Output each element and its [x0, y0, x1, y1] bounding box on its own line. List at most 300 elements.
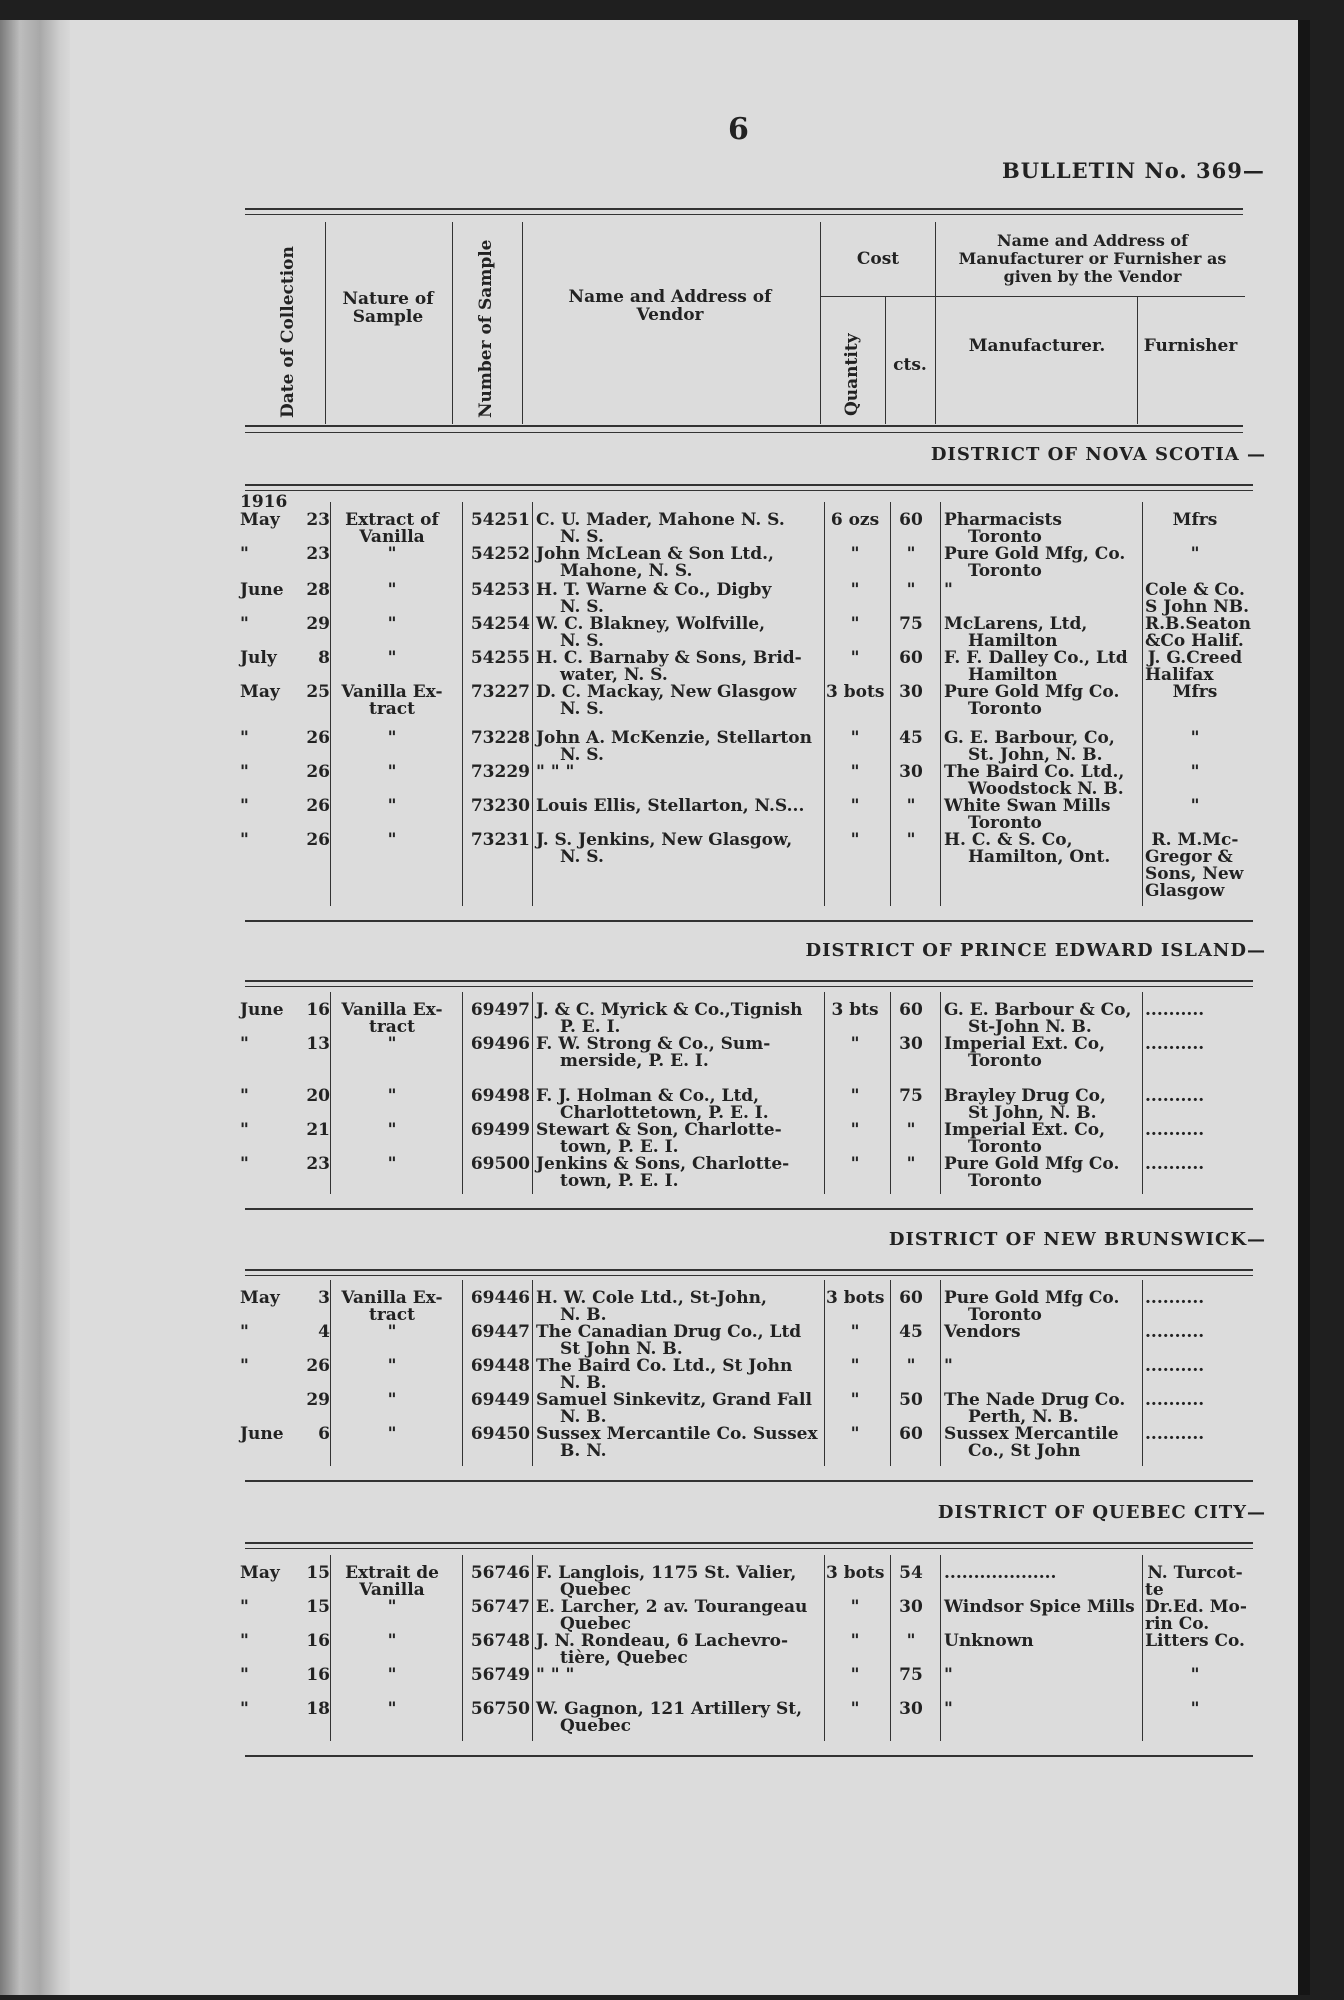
month-cell: "	[240, 1597, 249, 1617]
cts-cell: 30	[899, 682, 923, 702]
mfr-cell: G. E. Barbour, Co,	[944, 728, 1115, 748]
month-cell: "	[240, 830, 249, 850]
qty-cell: "	[850, 1086, 860, 1106]
qty-cell: "	[850, 580, 860, 600]
vendor-cell: N. B.	[560, 1407, 607, 1427]
nature-cell: "	[387, 796, 397, 816]
vendor-cell: W. Gagnon, 121 Artillery St,	[536, 1699, 802, 1719]
mfr-cell: Windsor Spice Mills	[944, 1597, 1135, 1617]
cts-cell: 60	[899, 648, 923, 668]
furn-cell: ..........	[1145, 1034, 1205, 1054]
qty-cell: "	[850, 648, 860, 668]
col-line	[330, 1280, 331, 1466]
vendor-cell: N. S.	[560, 631, 604, 651]
day-cell: 29	[306, 614, 330, 634]
nature-cell: "	[387, 1154, 397, 1174]
month-cell: "	[240, 1086, 249, 1106]
day-cell: 26	[306, 762, 330, 782]
mfr-cell: Toronto	[968, 1305, 1042, 1325]
hdr-col-line	[522, 222, 523, 424]
qty-cell: "	[850, 1390, 860, 1410]
day-cell: 20	[306, 1086, 330, 1106]
nature-cell: "	[387, 1631, 397, 1651]
vendor-cell: N. S.	[560, 597, 604, 617]
cts-cell: 60	[899, 1288, 923, 1308]
mfr-cell: Vendors	[944, 1322, 1021, 1342]
book-edge	[0, 20, 70, 1995]
col-line	[532, 992, 533, 1194]
vendor-cell: " " "	[536, 762, 575, 782]
day-cell: 16	[306, 1665, 330, 1685]
cts-cell: "	[906, 1120, 916, 1140]
day-cell: 26	[306, 728, 330, 748]
nature-cell: "	[387, 1322, 397, 1342]
hdr-col-line	[935, 222, 936, 424]
number-cell: 54254	[470, 614, 530, 634]
furn-cell: ..........	[1145, 1288, 1205, 1308]
col-line	[824, 1555, 825, 1741]
cts-cell: 30	[899, 762, 923, 782]
qty-cell: "	[850, 1120, 860, 1140]
number-cell: 73231	[470, 830, 530, 850]
col-line	[532, 1555, 533, 1741]
number-cell: 56746	[470, 1563, 530, 1583]
bulletin-title: BULLETIN No. 369—	[1002, 158, 1265, 183]
col-line	[1142, 1555, 1143, 1741]
vendor-cell: H. T. Warne & Co., Digby	[536, 580, 772, 600]
district-rule-2	[245, 1548, 1253, 1549]
vendor-cell: water, N. S.	[560, 665, 668, 685]
furn-cell: Gregor &	[1145, 847, 1233, 867]
header-cost: Cost	[856, 249, 900, 269]
mfr-cell: Imperial Ext. Co,	[944, 1120, 1106, 1140]
header-rule-bottom	[245, 425, 1243, 427]
day-cell: 28	[306, 580, 330, 600]
nature-cell: "	[387, 830, 397, 850]
mfr-cell: Pure Gold Mfg Co.	[944, 1154, 1120, 1174]
day-cell: 29	[306, 1390, 330, 1410]
col-line	[330, 1555, 331, 1741]
nature-cell: Vanilla Ex-	[341, 1000, 443, 1020]
mfr-cell: The Baird Co. Ltd.,	[944, 762, 1125, 782]
furn-cell: ..........	[1145, 1120, 1205, 1140]
month-cell: June	[240, 1424, 284, 1444]
nature-cell: "	[387, 614, 397, 634]
furn-cell: "	[1190, 762, 1200, 782]
col-line	[940, 502, 941, 906]
mfr-cell: Brayley Drug Co,	[944, 1086, 1106, 1106]
furn-cell: J. G.Creed	[1147, 648, 1243, 668]
vendor-cell: Stewart & Son, Charlotte-	[536, 1120, 782, 1140]
month-cell: "	[240, 728, 249, 748]
year-label: 1916	[240, 492, 288, 512]
nature-cell: Extract of	[345, 510, 439, 530]
day-cell: 15	[306, 1563, 330, 1583]
qty-cell: 6 ozs	[830, 510, 880, 530]
vendor-cell: E. Larcher, 2 av. Tourangeau	[536, 1597, 808, 1617]
mfr-cell: Toronto	[968, 561, 1042, 581]
number-cell: 73228	[470, 728, 530, 748]
qty-cell: 3 bots	[826, 1288, 885, 1308]
month-cell: "	[240, 1631, 249, 1651]
nature-cell: Vanilla	[359, 1580, 425, 1600]
nature-cell: "	[387, 580, 397, 600]
qty-cell: "	[850, 1154, 860, 1174]
vendor-cell: N. S.	[560, 527, 604, 547]
number-cell: 69499	[470, 1120, 530, 1140]
col-line	[330, 992, 331, 1194]
vendor-cell: F. W. Strong & Co., Sum-	[536, 1034, 771, 1054]
cts-cell: 75	[899, 1665, 923, 1685]
qty-cell: 3 bts	[831, 1000, 879, 1020]
qty-cell: "	[850, 1631, 860, 1651]
nature-cell: "	[387, 1390, 397, 1410]
month-cell: July	[240, 648, 277, 668]
vendor-cell: Charlottetown, P. E. I.	[560, 1103, 769, 1123]
furn-cell: Dr.Ed. Mo-	[1145, 1597, 1247, 1617]
vendor-cell: B. N.	[560, 1441, 607, 1461]
vendor-cell: John A. McKenzie, Stellarton	[536, 728, 812, 748]
number-cell: 54253	[470, 580, 530, 600]
vendor-cell: merside, P. E. I.	[560, 1051, 709, 1071]
qty-cell: 3 bots	[826, 682, 885, 702]
vendor-cell: Sussex Mercantile Co. Sussex	[536, 1424, 818, 1444]
qty-cell: "	[850, 1665, 860, 1685]
day-cell: 13	[306, 1034, 330, 1054]
furn-cell: Mfrs	[1172, 510, 1218, 530]
day-cell: 15	[306, 1597, 330, 1617]
district-rule-2	[245, 986, 1253, 987]
header-cts: cts.	[893, 355, 927, 375]
vendor-cell: J. & C. Myrick & Co.,Tignish	[536, 1000, 803, 1020]
cts-cell: 30	[899, 1597, 923, 1617]
cts-cell: 30	[899, 1034, 923, 1054]
mfr-cell: St. John, N. B.	[968, 745, 1103, 765]
cts-cell: "	[906, 1356, 916, 1376]
vendor-cell: N. S.	[560, 699, 604, 719]
mfr-cell: Hamilton	[968, 665, 1058, 685]
number-cell: 54252	[470, 544, 530, 564]
vendor-cell: The Canadian Drug Co., Ltd	[536, 1322, 802, 1342]
cts-cell: "	[906, 830, 916, 850]
furn-cell: ..........	[1145, 1086, 1205, 1106]
month-cell: "	[240, 1356, 249, 1376]
furn-cell: ..........	[1145, 1322, 1205, 1342]
nature-cell: "	[387, 762, 397, 782]
day-cell: 23	[306, 510, 330, 530]
cts-cell: 30	[899, 1699, 923, 1719]
section-end-rule	[245, 920, 1253, 922]
number-cell: 69450	[470, 1424, 530, 1444]
number-cell: 69496	[470, 1034, 530, 1054]
furn-cell: Mfrs	[1172, 682, 1218, 702]
day-cell: 26	[306, 1356, 330, 1376]
cts-cell: 75	[899, 1086, 923, 1106]
furn-cell: ..........	[1145, 1000, 1205, 1020]
day-cell: 6	[318, 1424, 330, 1444]
header-rule-top-2	[245, 214, 1243, 215]
furn-cell: "	[1190, 544, 1200, 564]
nature-cell: "	[387, 1356, 397, 1376]
header-subrule	[820, 296, 1245, 297]
col-line	[940, 1280, 941, 1466]
day-cell: 8	[318, 648, 330, 668]
page-number: 6	[728, 112, 749, 147]
qty-cell: "	[850, 796, 860, 816]
number-cell: 73227	[470, 682, 530, 702]
mfr-cell: Imperial Ext. Co,	[944, 1034, 1106, 1054]
qty-cell: "	[850, 1597, 860, 1617]
district-rule	[245, 980, 1253, 982]
vendor-cell: John McLean & Son Ltd.,	[536, 544, 774, 564]
furn-cell: "	[1190, 1699, 1200, 1719]
mfr-cell: Pure Gold Mfg, Co.	[944, 544, 1126, 564]
qty-cell: 3 bots	[826, 1563, 885, 1583]
vendor-cell: Jenkins & Sons, Charlotte-	[536, 1154, 790, 1174]
day-cell: 16	[306, 1000, 330, 1020]
nature-cell: "	[387, 648, 397, 668]
nature-cell: "	[387, 1597, 397, 1617]
mfr-cell: Pure Gold Mfg Co.	[944, 682, 1120, 702]
header-mfr-group: Name and Address of Manufacturer or Furnisher as given by the Vendor	[958, 231, 1227, 286]
month-cell: June	[240, 1000, 284, 1020]
vendor-cell: N. S.	[560, 745, 604, 765]
vendor-cell: P. E. I.	[560, 1017, 621, 1037]
cts-cell: 60	[899, 1000, 923, 1020]
mfr-cell: F. F. Dalley Co., Ltd	[944, 648, 1128, 668]
mfr-cell: Hamilton, Ont.	[968, 847, 1111, 867]
nature-cell: "	[387, 1034, 397, 1054]
furn-cell: S John NB.	[1145, 597, 1250, 617]
mfr-cell: Toronto	[968, 527, 1042, 547]
nature-cell: "	[387, 1699, 397, 1719]
nature-cell: tract	[368, 699, 416, 719]
vendor-cell: J. N. Rondeau, 6 Lachevro-	[536, 1631, 789, 1651]
day-cell: 26	[306, 796, 330, 816]
furn-cell: ..........	[1145, 1356, 1205, 1376]
vendor-cell: Quebec	[560, 1580, 632, 1600]
cts-cell: 60	[899, 510, 923, 530]
mfr-cell: Toronto	[968, 1051, 1042, 1071]
header-nature: Nature of Sample	[342, 289, 434, 327]
number-cell: 54255	[470, 648, 530, 668]
qty-cell: "	[850, 1034, 860, 1054]
number-cell: 56748	[470, 1631, 530, 1651]
mfr-cell: Pharmacists	[944, 510, 1062, 530]
mfr-cell: G. E. Barbour & Co,	[944, 1000, 1132, 1020]
day-cell: 4	[318, 1322, 330, 1342]
district-heading: DISTRICT OF PRINCE EDWARD ISLAND—	[805, 940, 1266, 961]
month-cell: May	[240, 1288, 280, 1308]
number-cell: 56747	[470, 1597, 530, 1617]
vendor-cell: H. C. Barnaby & Sons, Brid-	[536, 648, 802, 668]
month-cell: "	[240, 762, 249, 782]
district-rule-2	[245, 490, 1253, 491]
cts-cell: "	[906, 544, 916, 564]
vendor-cell: Quebec	[560, 1614, 632, 1634]
header-vendor: Name and Address of Vendor	[568, 287, 772, 325]
qty-cell: "	[850, 544, 860, 564]
mfr-cell: H. C. & S. Co,	[944, 830, 1073, 850]
nature-cell: "	[387, 1424, 397, 1444]
number-cell: 69447	[470, 1322, 530, 1342]
nature-cell: tract	[368, 1305, 416, 1325]
month-cell: "	[240, 1120, 249, 1140]
mfr-cell: ...................	[944, 1563, 1057, 1583]
mfr-cell: "	[944, 1356, 953, 1376]
district-rule-2	[245, 1275, 1253, 1276]
nature-cell: "	[387, 544, 397, 564]
furn-cell: ..........	[1145, 1390, 1205, 1410]
col-line	[824, 1280, 825, 1466]
nature-cell: Vanilla Ex-	[341, 1288, 443, 1308]
mfr-cell: Toronto	[968, 1137, 1042, 1157]
section-end-rule	[245, 1208, 1253, 1210]
number-cell: 69446	[470, 1288, 530, 1308]
vendor-cell: Quebec	[560, 1716, 632, 1736]
number-cell: 69500	[470, 1154, 530, 1174]
nature-cell: "	[387, 1665, 397, 1685]
furn-cell: rin Co.	[1145, 1614, 1210, 1634]
col-line	[824, 992, 825, 1194]
mfr-cell: McLarens, Ltd,	[944, 614, 1088, 634]
mfr-cell: "	[944, 1665, 953, 1685]
qty-cell: "	[850, 1424, 860, 1444]
hdr-col-line	[325, 222, 326, 424]
district-heading: DISTRICT OF QUEBEC CITY—	[937, 1502, 1266, 1523]
mfr-cell: The Nade Drug Co.	[944, 1390, 1126, 1410]
district-rule	[245, 1542, 1253, 1544]
col-line	[532, 1280, 533, 1466]
district-heading: DISTRICT OF NEW BRUNSWICK—	[888, 1229, 1266, 1250]
number-cell: 69449	[470, 1390, 530, 1410]
district-rule	[245, 1269, 1253, 1271]
col-line	[532, 502, 533, 906]
vendor-cell: St John N. B.	[560, 1339, 683, 1359]
qty-cell: "	[850, 1322, 860, 1342]
month-cell: May	[240, 510, 280, 530]
cts-cell: 60	[899, 1424, 923, 1444]
mfr-cell: Co., St John	[968, 1441, 1081, 1461]
hdr-col-line	[1137, 296, 1138, 424]
district-rule	[245, 484, 1253, 486]
vendor-cell: C. U. Mader, Mahone N. S.	[536, 510, 785, 530]
mfr-cell: Toronto	[968, 813, 1042, 833]
nature-cell: Extrait de	[345, 1563, 439, 1583]
furn-cell: Halifax	[1145, 665, 1214, 685]
district-heading: DISTRICT OF NOVA SCOTIA —	[930, 444, 1266, 465]
col-line	[330, 502, 331, 906]
nature-cell: "	[387, 1086, 397, 1106]
hdr-col-line	[452, 222, 453, 424]
hdr-col-line	[820, 222, 821, 424]
header-rule-bottom-2	[245, 432, 1243, 433]
mfr-cell: Unknown	[944, 1631, 1034, 1651]
nature-cell: Vanilla Ex-	[341, 682, 443, 702]
furn-cell: "	[1190, 796, 1200, 816]
mfr-cell: St John, N. B.	[968, 1103, 1097, 1123]
mfr-cell: Pure Gold Mfg Co.	[944, 1288, 1120, 1308]
furn-cell: Cole & Co.	[1145, 580, 1245, 600]
number-cell: 73229	[470, 762, 530, 782]
section-end-rule	[245, 1480, 1253, 1482]
vendor-cell: Samuel Sinkevitz, Grand Fall	[536, 1390, 812, 1410]
furn-cell: N. Turcot-	[1147, 1563, 1243, 1583]
day-cell: 21	[306, 1120, 330, 1140]
vendor-cell: " " "	[536, 1665, 575, 1685]
mfr-cell: Sussex Mercantile	[944, 1424, 1119, 1444]
furn-cell: "	[1190, 728, 1200, 748]
day-cell: 25	[306, 682, 330, 702]
nature-cell: tract	[368, 1017, 416, 1037]
month-cell: "	[240, 1699, 249, 1719]
col-line	[940, 1555, 941, 1741]
cts-cell: 45	[899, 728, 923, 748]
number-cell: 69498	[470, 1086, 530, 1106]
mfr-cell: St-John N. B.	[968, 1017, 1092, 1037]
mfr-cell: Toronto	[968, 699, 1042, 719]
mfr-cell: Perth, N. B.	[968, 1407, 1079, 1427]
header-number: Number of Sample	[476, 239, 496, 418]
cts-cell: "	[906, 1631, 916, 1651]
day-cell: 23	[306, 544, 330, 564]
cts-cell: "	[906, 580, 916, 600]
vendor-cell: tière, Quebec	[560, 1648, 688, 1668]
furn-cell: "	[1190, 1665, 1200, 1685]
number-cell: 73230	[470, 796, 530, 816]
month-cell: "	[240, 1154, 249, 1174]
cts-cell: "	[906, 1154, 916, 1174]
month-cell: May	[240, 1563, 280, 1583]
col-line	[824, 502, 825, 906]
number-cell: 56749	[470, 1665, 530, 1685]
number-cell: 69448	[470, 1356, 530, 1376]
day-cell: 18	[306, 1699, 330, 1719]
number-cell: 56750	[470, 1699, 530, 1719]
cts-cell: 54	[899, 1563, 923, 1583]
number-cell: 54251	[470, 510, 530, 530]
cts-cell: "	[906, 796, 916, 816]
header-rule-top	[245, 208, 1243, 210]
vendor-cell: W. C. Blakney, Wolfville,	[536, 614, 766, 634]
number-cell: 69497	[470, 1000, 530, 1020]
month-cell: "	[240, 1322, 249, 1342]
furn-cell: ..........	[1145, 1154, 1205, 1174]
furn-cell: Litters Co.	[1145, 1631, 1245, 1651]
page-shadow	[1298, 20, 1310, 1995]
month-cell: June	[240, 580, 284, 600]
vendor-cell: N. S.	[560, 847, 604, 867]
vendor-cell: J. S. Jenkins, New Glasgow,	[536, 830, 793, 850]
furn-cell: Sons, New	[1145, 864, 1244, 884]
qty-cell: "	[850, 1699, 860, 1719]
furn-cell: Glasgow	[1145, 881, 1225, 901]
furn-cell: &Co Halif.	[1145, 631, 1244, 651]
mfr-cell: "	[944, 580, 953, 600]
nature-cell: Vanilla	[359, 527, 425, 547]
vendor-cell: town, P. E. I.	[560, 1171, 679, 1191]
day-cell: 16	[306, 1631, 330, 1651]
qty-cell: "	[850, 728, 860, 748]
month-cell: May	[240, 682, 280, 702]
furn-cell: R. M.Mc-	[1151, 830, 1239, 850]
mfr-cell: White Swan Mills	[944, 796, 1111, 816]
nature-cell: "	[387, 728, 397, 748]
day-cell: 3	[318, 1288, 330, 1308]
day-cell: 26	[306, 830, 330, 850]
qty-cell: "	[850, 1356, 860, 1376]
vendor-cell: D. C. Mackay, New Glasgow	[536, 682, 797, 702]
